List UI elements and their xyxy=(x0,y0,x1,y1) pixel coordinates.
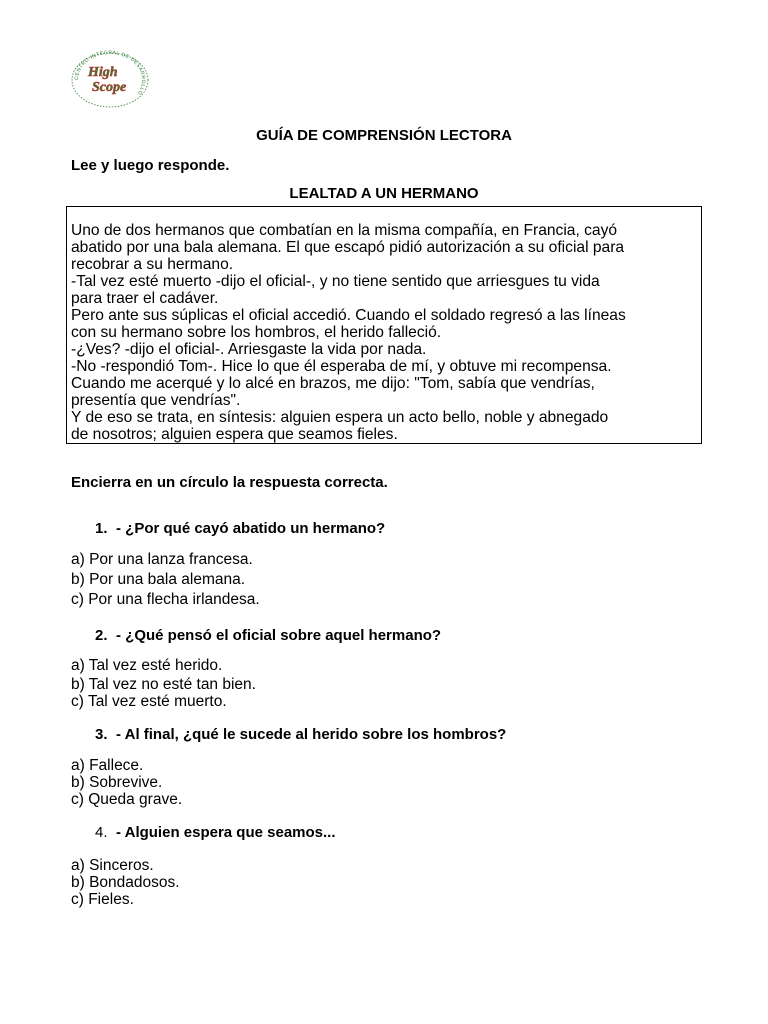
story-line: con su hermano sobre los hombros, el herido falleció. xyxy=(71,324,442,341)
question-text: - Al final, ¿qué le sucede al herido sobre los hombros? xyxy=(116,726,507,743)
story-line: Pero ante sus súplicas el oficial accedió. Cuando el soldado regresó a las líneas xyxy=(71,307,626,324)
question-number: 2. xyxy=(95,627,108,644)
logo-text-top: High xyxy=(88,65,118,80)
question-2 xyxy=(95,627,441,644)
question-4 xyxy=(95,824,336,841)
option-3a[interactable]: a) Fallece. xyxy=(71,757,144,774)
school-logo xyxy=(66,50,154,110)
logo-text-bottom: Scope xyxy=(92,80,127,95)
story-text xyxy=(71,222,699,443)
high-scope-logo-icon xyxy=(66,50,154,110)
story-line: para traer el cadáver. xyxy=(71,290,219,307)
option-2c[interactable]: c) Tal vez esté muerto. xyxy=(71,693,227,710)
option-2b[interactable]: b) Tal vez no esté tan bien. xyxy=(71,676,256,693)
story-line: de nosotros; alguien espera que seamos fieles. xyxy=(71,426,398,443)
option-2a[interactable]: a) Tal vez esté herido. xyxy=(71,657,223,674)
story-line: recobrar a su hermano. xyxy=(71,256,234,273)
question-number: 4. xyxy=(95,824,108,841)
option-3c[interactable]: c) Queda grave. xyxy=(71,791,183,808)
reading-instruction: Lee y luego responde. xyxy=(71,157,230,174)
document-title: GUÍA DE COMPRENSIÓN LECTORA xyxy=(256,127,512,144)
option-1b[interactable]: b) Por una bala alemana. xyxy=(71,571,246,588)
option-4c[interactable]: c) Fieles. xyxy=(71,891,134,908)
story-line: Y de eso se trata, en síntesis: alguien espera un acto bello, noble y abnegado xyxy=(71,409,609,426)
option-4b[interactable]: b) Bondadosos. xyxy=(71,874,180,891)
option-4a[interactable]: a) Sinceros. xyxy=(71,857,154,874)
option-1c[interactable]: c) Por una flecha irlandesa. xyxy=(71,591,260,608)
question-text: - Alguien espera que seamos... xyxy=(116,824,336,841)
story-line: Cuando me acerqué y lo alcé en brazos, me dijo: "Tom, sabía que vendrías, xyxy=(71,375,595,392)
logo-ring-text: CENTRO INTEGRAL DE DESARROLLO xyxy=(73,50,147,97)
story-line: -No -respondió Tom-. Hice lo que él esperaba de mí, y obtuve mi recompensa. xyxy=(71,358,612,375)
circle-instruction: Encierra en un círculo la respuesta correcta. xyxy=(71,474,388,491)
question-3 xyxy=(95,726,506,743)
option-1a[interactable]: a) Por una lanza francesa. xyxy=(71,551,253,568)
story-line: abatido por una bala alemana. El que escapó pidió autorización a su oficial para xyxy=(71,239,625,256)
question-text: - ¿Por qué cayó abatido un hermano? xyxy=(116,520,386,537)
question-number: 1. xyxy=(95,520,108,537)
question-1 xyxy=(95,520,385,537)
question-text: - ¿Qué pensó el oficial sobre aquel hermano? xyxy=(116,627,442,644)
story-line: presentía que vendrías". xyxy=(71,392,241,409)
story-line: -Tal vez esté muerto -dijo el oficial-, y no tiene sentido que arriesgues tu vida xyxy=(71,273,600,290)
option-3b[interactable]: b) Sobrevive. xyxy=(71,774,163,791)
story-title: LEALTAD A UN HERMANO xyxy=(289,185,479,202)
question-number: 3. xyxy=(95,726,108,743)
story-line: -¿Ves? -dijo el oficial-. Arriesgaste la vida por nada. xyxy=(71,341,427,358)
story-line: Uno de dos hermanos que combatían en la misma compañía, en Francia, cayó xyxy=(71,222,618,239)
